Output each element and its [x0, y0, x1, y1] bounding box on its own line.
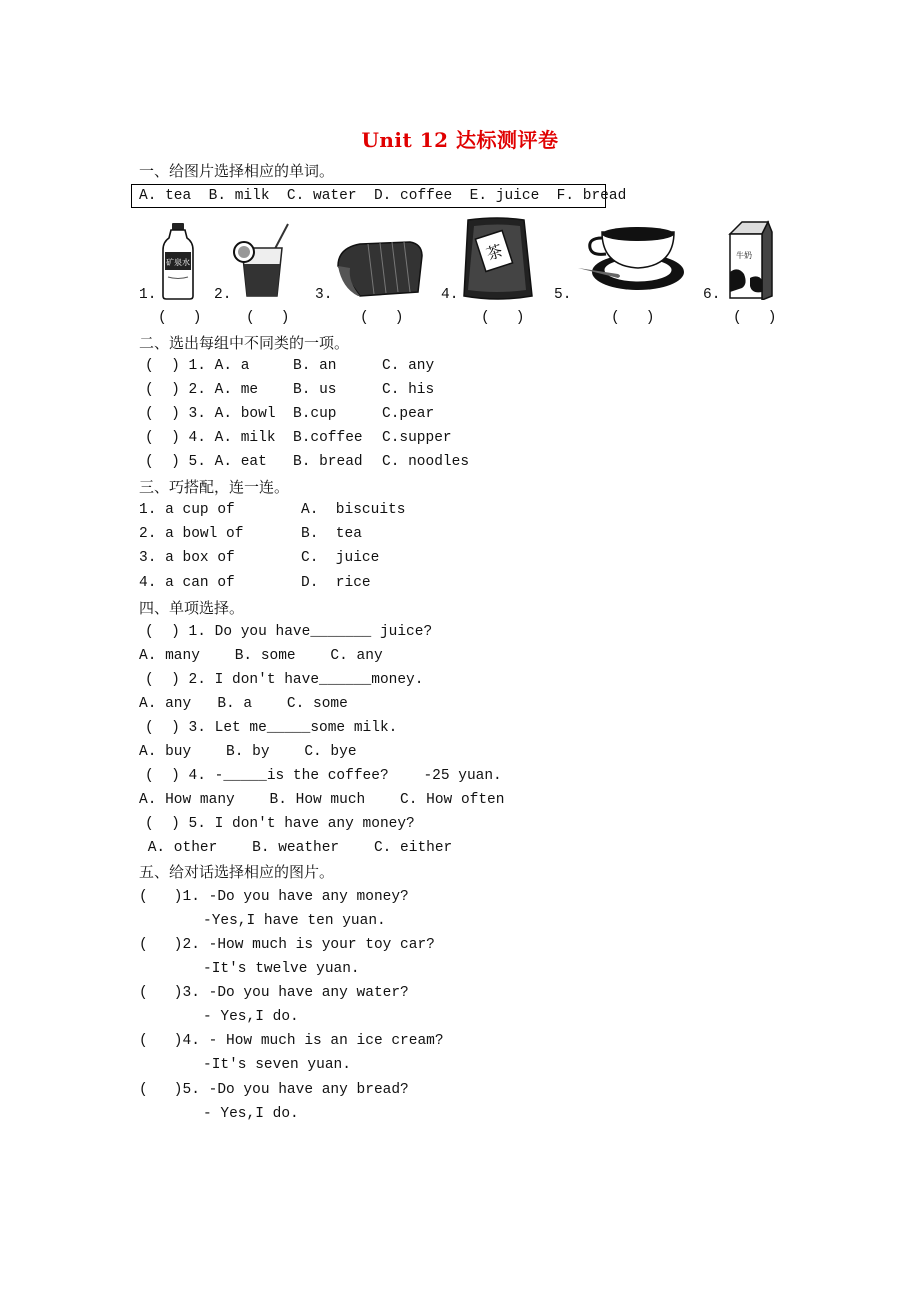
page-title: Unit 12 达标测评卷 — [361, 128, 559, 152]
answer-blank-4[interactable]: ( ) — [481, 310, 525, 326]
sec5-q1: ( )1. -Do you have any money? — [139, 889, 409, 905]
sec4-q4: ( ) 4. -_____is the coffee? -25 yuan. — [145, 768, 502, 784]
tea-bag-picture — [460, 216, 534, 302]
sec5-a1: -Yes,I have ten yuan. — [203, 913, 386, 929]
section1-heading: 一、给图片选择相应的单词。 — [139, 162, 335, 180]
sec2-q4-c: C.supper — [382, 430, 452, 446]
pic-number-4: 4. — [441, 287, 459, 303]
pic-number-3: 3. — [315, 287, 333, 303]
sec4-q3: ( ) 3. Let me_____some milk. — [145, 720, 398, 736]
sec2-q3: ( ) 3. A. bowl — [145, 406, 276, 422]
sec4-q2: ( ) 2. I don't have______money. — [145, 672, 424, 688]
answer-blank-1[interactable]: ( ) — [158, 310, 202, 326]
sec2-q3-c: C.pear — [382, 406, 435, 422]
match-left-2: 2. a bowl of — [139, 526, 244, 542]
sec2-q1-c: C. any — [382, 358, 435, 374]
sec2-q2: ( ) 2. A. me — [145, 382, 259, 398]
match-right-b: B. tea — [301, 526, 362, 542]
sec2-q4-b: B.coffee — [293, 430, 363, 446]
sec4-q1: ( ) 1. Do you have_______ juice? — [145, 624, 433, 640]
match-left-4: 4. a can of — [139, 575, 235, 591]
sec5-a4: -It's seven yuan. — [203, 1057, 351, 1073]
sec5-q5: ( )5. -Do you have any bread? — [139, 1082, 409, 1098]
options-text: A. tea B. milk C. water D. coffee E. juice F. bread — [139, 188, 627, 204]
section4-heading: 四、单项选择。 — [139, 599, 245, 617]
pic-number-1: 1. — [139, 287, 157, 303]
sec4-q4-options: A. How many B. How much C. How often — [139, 792, 505, 808]
sec4-q2-options: A. any B. a C. some — [139, 696, 348, 712]
sec4-q1-options: A. many B. some C. any — [139, 648, 383, 664]
pic-number-2: 2. — [214, 287, 232, 303]
milk-carton-picture — [724, 220, 774, 300]
sec5-a5: - Yes,I do. — [203, 1106, 299, 1122]
match-left-3: 3. a box of — [139, 550, 235, 566]
sec2-q2-c: C. his — [382, 382, 435, 398]
sec2-q5-c: C. noodles — [382, 454, 470, 470]
section5-heading: 五、给对话选择相应的图片。 — [139, 863, 335, 881]
sec2-q1-b: B. an — [293, 358, 337, 374]
sec2-q3-b: B.cup — [293, 406, 337, 422]
match-right-d: D. rice — [301, 575, 371, 591]
sec4-q3-options: A. buy B. by C. bye — [139, 744, 357, 760]
sec5-a2: -It's twelve yuan. — [203, 961, 360, 977]
match-left-1: 1. a cup of — [139, 502, 235, 518]
match-right-a: A. biscuits — [301, 502, 406, 518]
answer-blank-5[interactable]: ( ) — [611, 310, 655, 326]
sec4-q5: ( ) 5. I don't have any money? — [145, 816, 415, 832]
water-bottle-picture — [160, 222, 196, 300]
pic-number-5: 5. — [554, 287, 572, 303]
sec5-a3: - Yes,I do. — [203, 1009, 299, 1025]
answer-blank-3[interactable]: ( ) — [360, 310, 404, 326]
sec4-q5-options: A. other B. weather C. either — [139, 840, 453, 856]
milk-label: 牛奶 — [736, 251, 752, 260]
tea-label: 茶 — [483, 240, 506, 264]
sec5-q4: ( )4. - How much is an ice cream? — [139, 1033, 444, 1049]
sec2-q2-b: B. us — [293, 382, 337, 398]
bread-loaf-picture — [334, 238, 424, 298]
sec5-q2: ( )2. -How much is your toy car? — [139, 937, 435, 953]
juice-glass-picture — [230, 222, 292, 300]
sec2-q5-b: B. bread — [293, 454, 363, 470]
sec2-q1: ( ) 1. A. a — [145, 358, 250, 374]
pic-number-6: 6. — [703, 287, 721, 303]
sec2-q5: ( ) 5. A. eat — [145, 454, 267, 470]
answer-blank-2[interactable]: ( ) — [246, 310, 290, 326]
section2-heading: 二、选出每组中不同类的一项。 — [139, 334, 350, 352]
sec5-q3: ( )3. -Do you have any water? — [139, 985, 409, 1001]
bottle-label: 矿泉水 — [166, 258, 190, 267]
sec2-q4: ( ) 4. A. milk — [145, 430, 276, 446]
answer-blank-6[interactable]: ( ) — [733, 310, 777, 326]
coffee-cup-picture — [578, 222, 688, 294]
section3-heading: 三、巧搭配，连一连。 — [139, 478, 290, 496]
match-right-c: C. juice — [301, 550, 380, 566]
